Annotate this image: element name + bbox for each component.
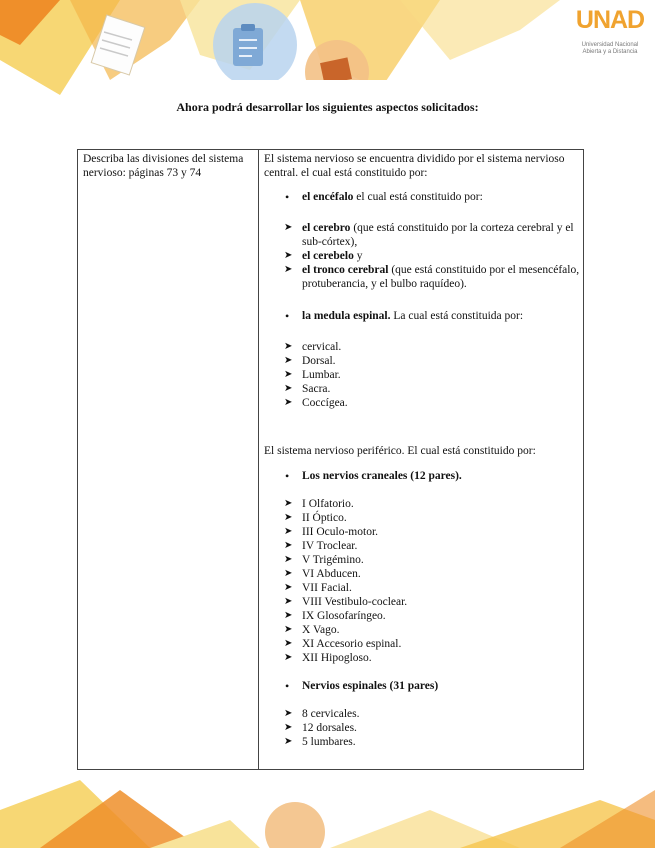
dot-icon: • bbox=[285, 679, 290, 693]
list-item bbox=[264, 637, 582, 651]
cranial-heading: Los nervios craneales (12 pares). bbox=[302, 470, 462, 482]
list-item bbox=[264, 354, 582, 368]
cerebelo-item bbox=[264, 249, 582, 263]
arrow-icon: ➤ bbox=[284, 568, 293, 579]
list-item-text: 12 dorsales. bbox=[302, 722, 357, 734]
arrow-icon: ➤ bbox=[284, 355, 293, 366]
list-item bbox=[264, 368, 582, 382]
list-item-text: III Oculo-motor. bbox=[302, 526, 379, 538]
logo-subtitle-2: Abierta y a Distancia bbox=[582, 49, 638, 55]
list-item-text: Sacra. bbox=[302, 383, 331, 395]
list-item-text: Lumbar. bbox=[302, 369, 341, 381]
arrow-icon: ➤ bbox=[284, 582, 293, 593]
cerebro-label: el cerebro bbox=[302, 222, 351, 234]
cerebro-text: (que está constituido por la corteza cerebral y el sub-córtex), bbox=[302, 222, 574, 248]
spinal-heading-item bbox=[264, 679, 582, 693]
list-item-text: VIII Vestibulo-coclear. bbox=[302, 596, 408, 608]
answer-cell bbox=[264, 152, 582, 749]
list-item-text: VI Abducen. bbox=[302, 568, 361, 580]
arrow-icon: ➤ bbox=[284, 512, 293, 523]
page-heading: Ahora podrá desarrollar los siguientes aspectos solicitados: bbox=[176, 100, 479, 114]
list-item-text: XI Accesorio espinal. bbox=[302, 638, 402, 650]
list-item-text: IX Glosofaríngeo. bbox=[302, 610, 386, 622]
list-item-text: cervical. bbox=[302, 341, 342, 353]
list-item bbox=[264, 553, 582, 567]
list-item bbox=[264, 525, 582, 539]
list-item bbox=[264, 623, 582, 637]
list-item bbox=[264, 539, 582, 553]
dot-icon: • bbox=[285, 309, 290, 323]
arrow-icon: ➤ bbox=[284, 722, 293, 733]
list-item bbox=[264, 609, 582, 623]
list-item bbox=[264, 595, 582, 609]
tronco-text: (que está constituido por el mesencéfalo, protuberancia, y el bulbo raquídeo). bbox=[302, 264, 580, 290]
medula-text: La cual está constituida por: bbox=[390, 310, 524, 322]
logo-subtitle-1: Universidad Nacional bbox=[581, 42, 639, 48]
list-item bbox=[264, 567, 582, 581]
central-intro: El sistema nervioso se encuentra dividido por el sistema nervioso central. el cual está constituido por: bbox=[264, 153, 565, 179]
arrow-icon: ➤ bbox=[284, 540, 293, 551]
footer-shapes bbox=[0, 760, 655, 848]
encefalo-label: el encéfalo bbox=[302, 191, 354, 203]
arrow-icon: ➤ bbox=[284, 341, 293, 352]
list-item-text: Dorsal. bbox=[302, 355, 336, 367]
question-cell: Describa las divisiones del sistema nervioso: páginas 73 y 74 bbox=[83, 153, 244, 179]
medula-parts-list bbox=[264, 340, 582, 410]
arrow-icon: ➤ bbox=[284, 498, 293, 509]
arrow-icon: ➤ bbox=[284, 610, 293, 621]
cranial-nerves-list bbox=[264, 497, 582, 665]
list-item-text: XII Hipogloso. bbox=[302, 652, 372, 664]
encefalo-text: el cual está constituido por: bbox=[353, 191, 483, 203]
cranial-heading-item bbox=[264, 469, 582, 483]
unad-logo bbox=[575, 4, 645, 62]
encefalo-item bbox=[264, 190, 582, 204]
peripheral-intro: El sistema nervioso periférico. El cual está constituido por: bbox=[264, 445, 536, 457]
dot-icon: • bbox=[285, 190, 290, 204]
arrow-icon: ➤ bbox=[284, 383, 293, 394]
list-item-text: 8 cervicales. bbox=[302, 708, 360, 720]
list-item-text: II Óptico. bbox=[302, 512, 347, 524]
arrow-icon: ➤ bbox=[284, 708, 293, 719]
list-item-text: Coccígea. bbox=[302, 397, 348, 409]
list-item bbox=[264, 497, 582, 511]
list-item bbox=[264, 382, 582, 396]
arrow-icon: ➤ bbox=[284, 250, 293, 261]
cerebelo-text: y bbox=[353, 250, 363, 262]
spinal-heading: Nervios espinales (31 pares) bbox=[302, 680, 439, 692]
list-item bbox=[264, 396, 582, 410]
arrow-icon: ➤ bbox=[284, 638, 293, 649]
list-item bbox=[264, 707, 582, 721]
list-item bbox=[264, 581, 582, 595]
logo-name: UNAD bbox=[575, 6, 645, 34]
list-item-text: VII Facial. bbox=[302, 582, 352, 594]
tronco-item bbox=[264, 263, 582, 291]
footer-decoration bbox=[0, 760, 655, 848]
arrow-icon: ➤ bbox=[284, 397, 293, 408]
list-item-text: IV Troclear. bbox=[302, 540, 358, 552]
arrow-icon: ➤ bbox=[284, 264, 293, 275]
medula-item bbox=[264, 309, 582, 323]
list-item-text: X Vago. bbox=[302, 624, 340, 636]
list-item bbox=[264, 511, 582, 525]
list-item-text: V Trigémino. bbox=[302, 554, 364, 566]
list-item bbox=[264, 651, 582, 665]
arrow-icon: ➤ bbox=[284, 526, 293, 537]
arrow-icon: ➤ bbox=[284, 652, 293, 663]
list-item-text: I Olfatorio. bbox=[302, 498, 354, 510]
list-item bbox=[264, 735, 582, 749]
list-item bbox=[264, 340, 582, 354]
arrow-icon: ➤ bbox=[284, 222, 293, 233]
tronco-label: el tronco cerebral bbox=[302, 264, 389, 276]
arrow-icon: ➤ bbox=[284, 596, 293, 607]
list-item bbox=[264, 721, 582, 735]
medula-label: la medula espinal. bbox=[302, 310, 391, 322]
dot-icon: • bbox=[285, 469, 290, 483]
list-item-text: 5 lumbares. bbox=[302, 736, 356, 748]
arrow-icon: ➤ bbox=[284, 369, 293, 380]
content-table bbox=[77, 149, 584, 770]
cerebro-item bbox=[264, 221, 582, 249]
arrow-icon: ➤ bbox=[284, 624, 293, 635]
column-divider bbox=[258, 150, 259, 769]
arrow-icon: ➤ bbox=[284, 554, 293, 565]
arrow-icon: ➤ bbox=[284, 736, 293, 747]
cerebelo-label: el cerebelo bbox=[302, 250, 354, 262]
spinal-nerves-list bbox=[264, 707, 582, 749]
